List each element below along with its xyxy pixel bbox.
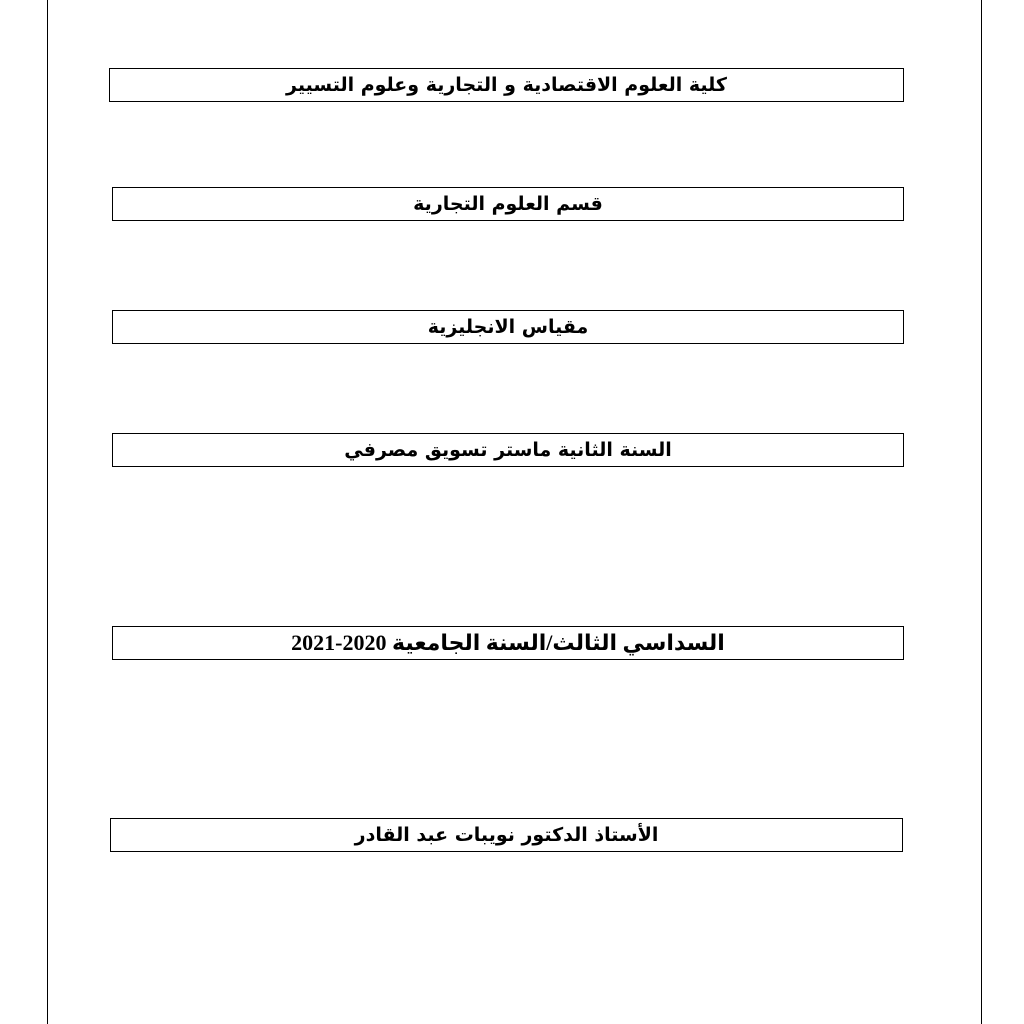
level-box: السنة الثانية ماستر تسويق مصرفي — [112, 433, 904, 467]
professor-box: الأستاذ الدكتور نويبات عبد القادر — [110, 818, 903, 852]
course-box: مقياس الانجليزية — [112, 310, 904, 344]
semester-box: السداسي الثالث/السنة الجامعية 2020-2021 — [112, 626, 904, 660]
department-box: قسم العلوم التجارية — [112, 187, 904, 221]
faculty-box: كلية العلوم الاقتصادية و التجارية وعلوم التسيير — [109, 68, 904, 102]
page-border-left — [47, 0, 48, 1024]
page-border-right — [981, 0, 982, 1024]
